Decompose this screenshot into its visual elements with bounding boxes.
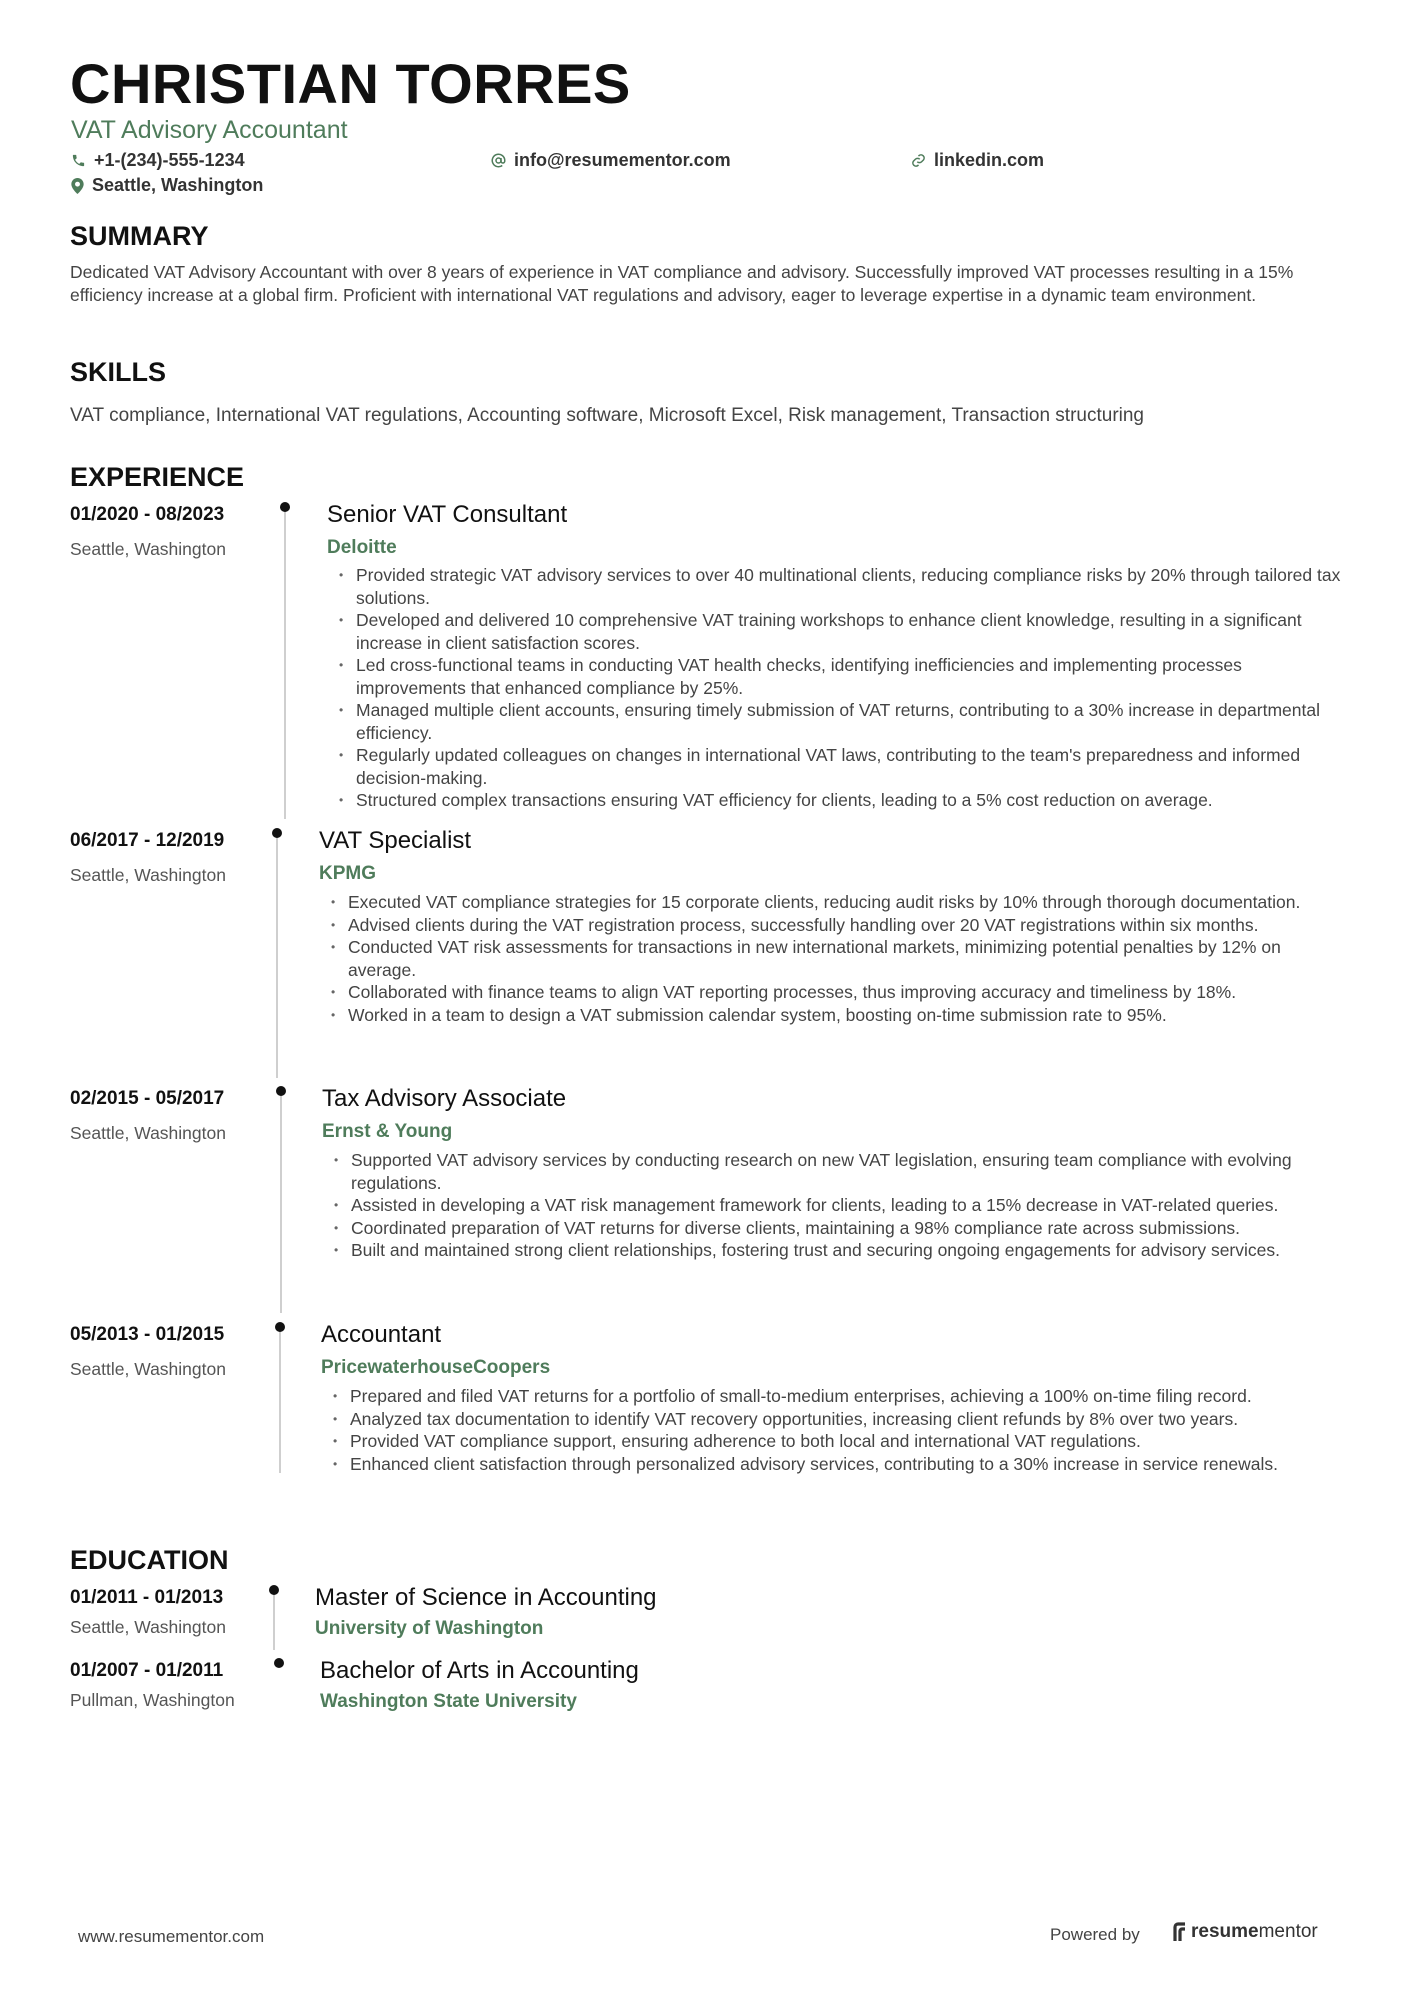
- contact-phone: [71, 150, 245, 171]
- timeline-dot: [269, 1585, 279, 1595]
- footer-website[interactable]: www.resumementor.com: [78, 1927, 265, 1946]
- education-dates: 01/2007 - 01/2011: [70, 1660, 224, 1681]
- skills-text: VAT compliance, International VAT regulations, Accounting software, Microsoft Excel, Risk management, Transaction structuring: [70, 405, 1145, 426]
- brand-name-bold: resume: [1191, 1921, 1259, 1942]
- list-item: • Led cross-functional teams in conducting VAT health checks, identifying inefficiencies and implementing processes improvements that enhanced compliance by 25%.: [334, 654, 1344, 699]
- summary-heading: SUMMARY: [70, 221, 209, 251]
- phone-icon: [71, 153, 86, 168]
- contact-email: [491, 150, 731, 171]
- list-item: • Provided strategic VAT advisory services to over 40 multinational clients, reducing compliance risks by 20% through tailored tax solutions.: [334, 564, 1344, 609]
- candidate-name: CHRISTIAN TORRES: [70, 52, 631, 115]
- job-company: Ernst & Young: [322, 1121, 453, 1142]
- summary-text: Dedicated VAT Advisory Accountant with over 8 years of experience in VAT compliance and advisory. Successfully improved VAT processes resulting in a 15% efficiency increase at a global firm. Proficient with international VAT regulations and advisory, eager to leverage expertise in a dynamic team environment.: [70, 262, 1294, 305]
- timeline-line: [279, 1327, 281, 1473]
- school-name: Washington State University: [320, 1691, 577, 1712]
- job-role: VAT Advisory Accountant: [71, 116, 348, 144]
- brand-name-light: mentor: [1258, 1921, 1318, 1942]
- job-dates: 06/2017 - 12/2019: [70, 830, 225, 851]
- list-item: • Coordinated preparation of VAT returns for diverse clients, maintaining a 98% compliance rate across submissions.: [329, 1217, 1344, 1240]
- timeline-line: [284, 507, 286, 819]
- list-item: • Collaborated with finance teams to align VAT reporting processes, thus improving accuracy and timeliness by 18%.: [326, 981, 1344, 1004]
- job-location: Seattle, Washington: [70, 1359, 226, 1379]
- education-location: Seattle, Washington: [70, 1617, 226, 1637]
- phone-text: +1-(234)-555-1234: [94, 150, 245, 170]
- list-item: • Developed and delivered 10 comprehensive VAT training workshops to enhance client knowledge, resulting in a significant increase in client satisfaction scores.: [334, 609, 1344, 654]
- job-location: Seattle, Washington: [70, 865, 226, 885]
- email-text: info@resumementor.com: [514, 150, 731, 170]
- education-heading: EDUCATION: [70, 1545, 229, 1575]
- brand-logo: [1172, 1921, 1318, 1943]
- degree-title: Master of Science in Accounting: [315, 1584, 657, 1611]
- timeline-dot: [280, 502, 290, 512]
- timeline-dot: [275, 1322, 285, 1332]
- job-company: Deloitte: [327, 537, 397, 558]
- timeline-line: [280, 1091, 282, 1313]
- powered-by-label: Powered by: [1050, 1925, 1140, 1944]
- job-bullets: [329, 1149, 1344, 1262]
- job-dates: 01/2020 - 08/2023: [70, 504, 225, 525]
- contact-linkedin: [911, 150, 1044, 171]
- at-sign-icon: [491, 153, 506, 168]
- job-title: Tax Advisory Associate: [322, 1085, 567, 1112]
- list-item: • Prepared and filed VAT returns for a portfolio of small-to-medium enterprises, achieving a 100% on-time filing record.: [328, 1385, 1344, 1408]
- timeline-line: [273, 1590, 275, 1650]
- location-text: Seattle, Washington: [92, 175, 264, 195]
- location-pin-icon: [71, 178, 84, 194]
- list-item: • Provided VAT compliance support, ensuring adherence to both local and international VAT regulations.: [328, 1430, 1344, 1453]
- list-item: • Managed multiple client accounts, ensuring timely submission of VAT returns, contributing to a 30% increase in departmental efficiency.: [334, 699, 1344, 744]
- list-item: • Analyzed tax documentation to identify VAT recovery opportunities, increasing client refunds by 8% over two years.: [328, 1408, 1344, 1431]
- job-company: PricewaterhouseCoopers: [321, 1357, 551, 1378]
- list-item: • Executed VAT compliance strategies for 15 corporate clients, reducing audit risks by 10% through thorough documentation.: [326, 891, 1344, 914]
- job-bullets: [328, 1385, 1344, 1475]
- job-bullets: [326, 891, 1344, 1026]
- job-title: Senior VAT Consultant: [327, 501, 568, 528]
- link-icon: [911, 153, 926, 168]
- list-item: • Structured complex transactions ensuring VAT efficiency for clients, leading to a 5% cost reduction on average.: [334, 789, 1344, 812]
- timeline-line: [276, 833, 278, 1078]
- timeline-dot: [274, 1658, 284, 1668]
- list-item: • Assisted in developing a VAT risk management framework for clients, leading to a 15% decrease in VAT-related queries.: [329, 1194, 1344, 1217]
- contact-location: [71, 175, 263, 196]
- list-item: • Advised clients during the VAT registration process, successfully handling over 20 VAT registrations within six months.: [326, 914, 1344, 937]
- degree-title: Bachelor of Arts in Accounting: [320, 1657, 639, 1684]
- job-location: Seattle, Washington: [70, 539, 226, 559]
- list-item: • Conducted VAT risk assessments for transactions in new international markets, minimizing potential penalties by 12% on average.: [326, 936, 1344, 981]
- job-dates: 05/2013 - 01/2015: [70, 1324, 225, 1345]
- experience-heading: EXPERIENCE: [70, 462, 245, 492]
- list-item: • Regularly updated colleagues on changes in international VAT laws, contributing to the team's preparedness and informed decision-making.: [334, 744, 1344, 789]
- education-dates: 01/2011 - 01/2013: [70, 1587, 224, 1608]
- job-location: Seattle, Washington: [70, 1123, 226, 1143]
- education-location: Pullman, Washington: [70, 1690, 235, 1710]
- list-item: • Worked in a team to design a VAT submission calendar system, boosting on-time submission rate to 95%.: [326, 1004, 1344, 1027]
- list-item: • Enhanced client satisfaction through personalized advisory services, contributing to a 30% increase in service renewals.: [328, 1453, 1344, 1476]
- job-company: KPMG: [319, 863, 376, 884]
- skills-heading: SKILLS: [70, 357, 167, 387]
- timeline-dot: [276, 1086, 286, 1096]
- list-item: • Supported VAT advisory services by conducting research on new VAT legislation, ensuring team compliance with evolving regulations.: [329, 1149, 1344, 1194]
- job-title: VAT Specialist: [319, 827, 472, 854]
- job-title: Accountant: [321, 1321, 442, 1348]
- list-item: • Built and maintained strong client relationships, fostering trust and securing ongoing engagements for advisory services.: [329, 1239, 1344, 1262]
- job-bullets: [334, 564, 1344, 812]
- timeline-dot: [272, 828, 282, 838]
- school-name: University of Washington: [315, 1618, 544, 1639]
- linkedin-text: linkedin.com: [934, 150, 1045, 170]
- job-dates: 02/2015 - 05/2017: [70, 1088, 225, 1109]
- resumementor-logo-icon: [1172, 1922, 1188, 1942]
